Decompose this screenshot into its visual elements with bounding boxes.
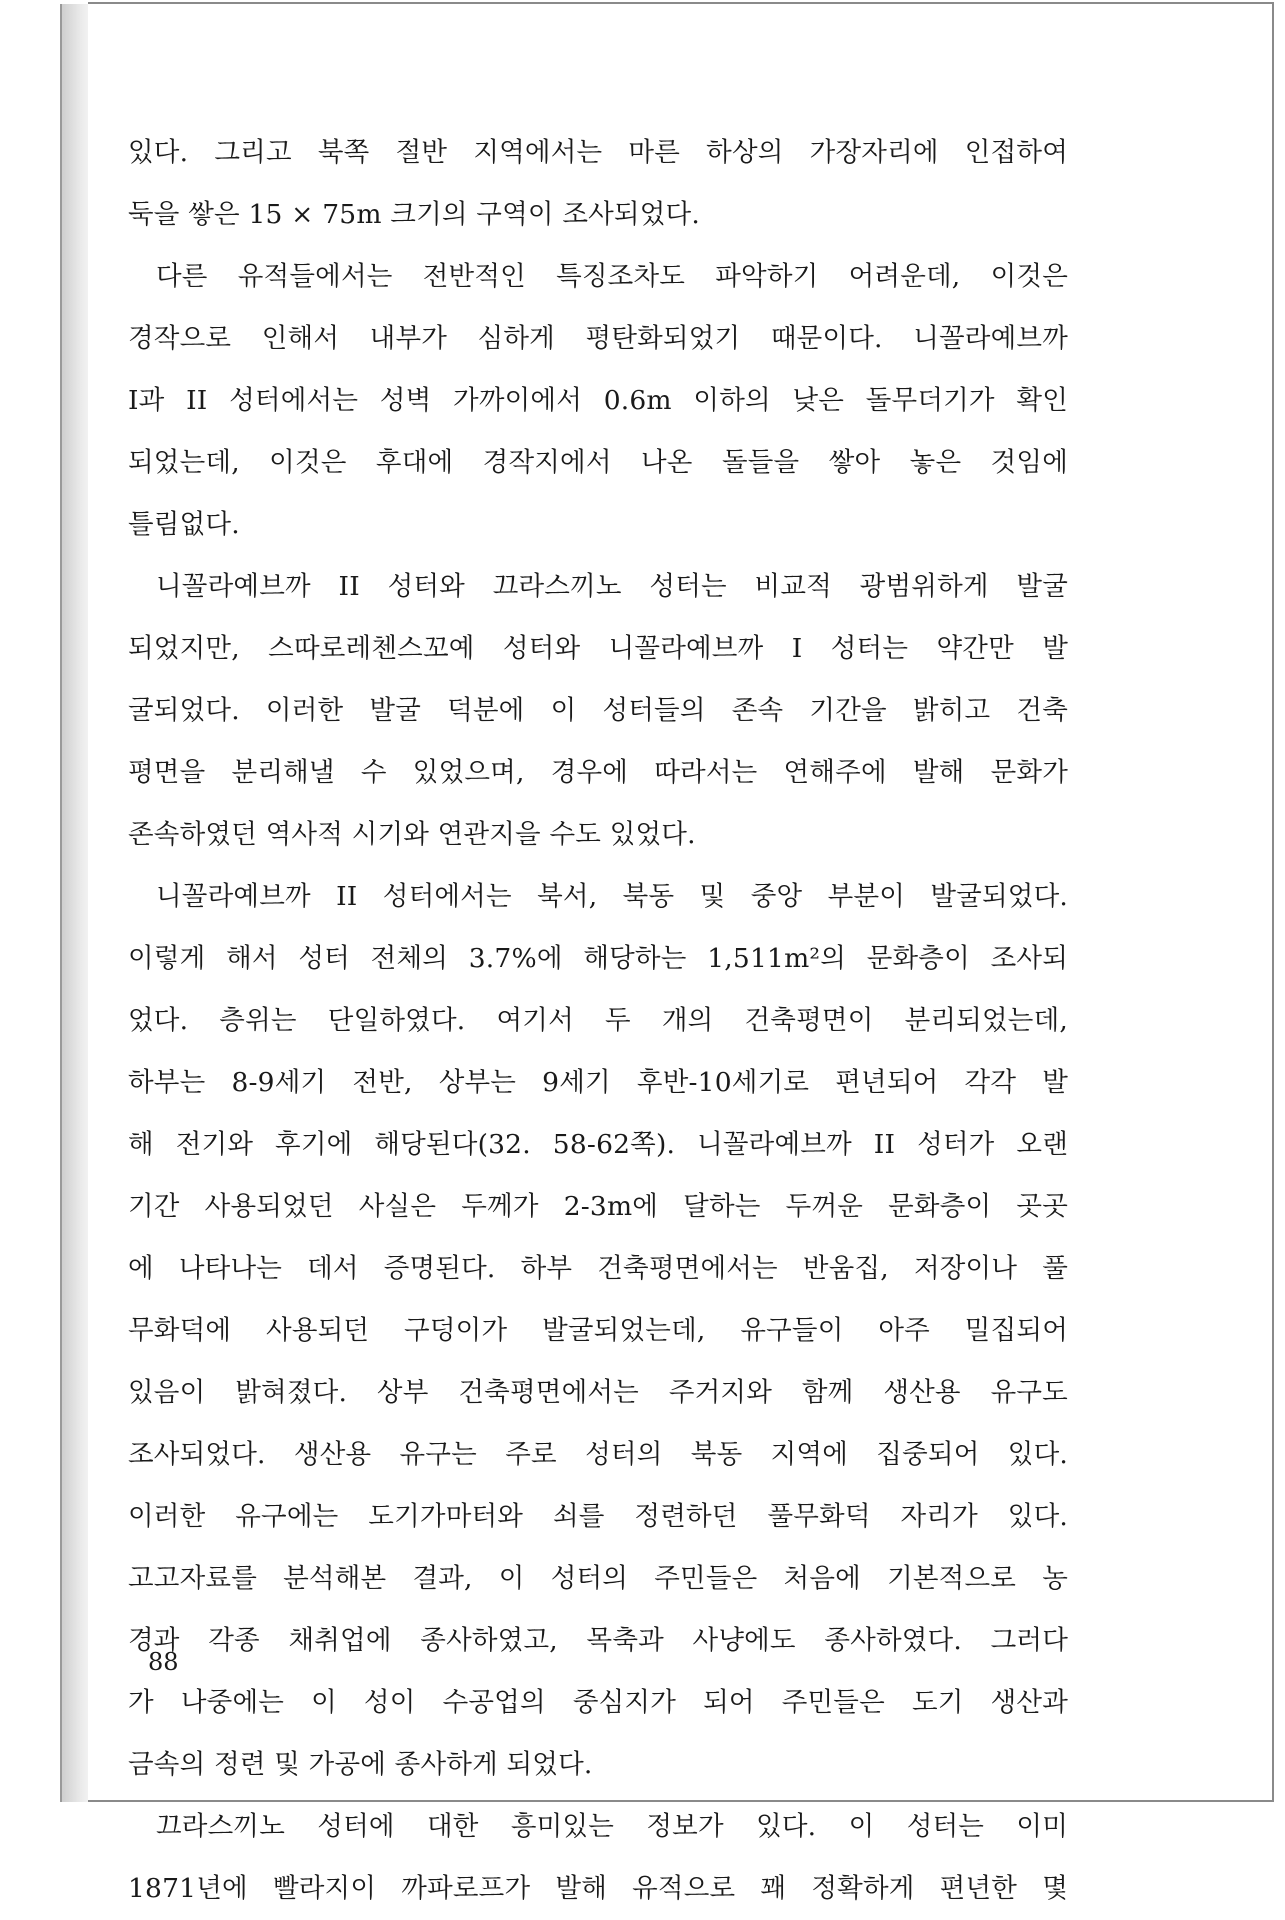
text-line: 해 전기와 후기에 해당된다(32. 58-62쪽). 니꼴라예브까 II 성터가 오랜 xyxy=(128,1129,1068,1160)
text-line: 경과 각종 채취업에 종사하였고, 목축과 사냥에도 종사하였다. 그러다 xyxy=(128,1625,1068,1656)
text-line: 경작으로 인해서 내부가 심하게 평탄화되었기 때문이다. 니꼴라예브까 xyxy=(128,323,1068,354)
text-line: 있다. 그리고 북쪽 절반 지역에서는 마른 하상의 가장자리에 인접하여 xyxy=(128,137,1068,168)
text-line: 굴되었다. 이러한 발굴 덕분에 이 성터들의 존속 기간을 밝히고 건축 xyxy=(128,695,1068,726)
text-line: 존속하였던 역사적 시기와 연관지을 수도 있었다. xyxy=(128,819,696,850)
text-line: 이렇게 해서 성터 전체의 3.7%에 해당하는 1,511m²의 문화층이 조사되 xyxy=(128,943,1068,974)
text-line: 금속의 정련 및 가공에 종사하게 되었다. xyxy=(128,1749,593,1780)
text-line: I과 II 성터에서는 성벽 가까이에서 0.6m 이하의 낮은 돌무더기가 확인 xyxy=(128,385,1068,416)
text-line: 되었는데, 이것은 후대에 경작지에서 나온 돌들을 쌓아 놓은 것임에 xyxy=(128,447,1068,478)
text-line: 둑을 쌓은 15 × 75m 크기의 구역이 조사되었다. xyxy=(128,199,700,230)
text-line: 하부는 8-9세기 전반, 상부는 9세기 후반-10세기로 편년되어 각각 발 xyxy=(128,1067,1068,1098)
body-text xyxy=(128,122,1068,1920)
text-line: 기간 사용되었던 사실은 두께가 2-3m에 달하는 두꺼운 문화층이 곳곳 xyxy=(128,1191,1068,1222)
text-line: 었다. 층위는 단일하였다. 여기서 두 개의 건축평면이 분리되었는데, xyxy=(128,1005,1068,1036)
text-line: 가 나중에는 이 성이 수공업의 중심지가 되어 주민들은 도기 생산과 xyxy=(128,1687,1068,1718)
text-line: 에 나타나는 데서 증명된다. 하부 건축평면에서는 반움집, 저장이나 풀 xyxy=(128,1253,1068,1284)
text-line: 무화덕에 사용되던 구덩이가 발굴되었는데, 유구들이 아주 밀집되어 xyxy=(128,1315,1068,1346)
text-line: 니꼴라예브까 II 성터와 끄라스끼노 성터는 비교적 광범위하게 발굴 xyxy=(156,571,1068,602)
text-line: 조사되었다. 생산용 유구는 주로 성터의 북동 지역에 집중되어 있다. xyxy=(128,1439,1068,1470)
text-line: 틀림없다. xyxy=(128,509,240,540)
text-line: 끄라스끼노 성터에 대한 흥미있는 정보가 있다. 이 성터는 이미 xyxy=(156,1811,1068,1842)
text-line: 다른 유적들에서는 전반적인 특징조차도 파악하기 어려운데, 이것은 xyxy=(156,261,1068,292)
text-line: 평면을 분리해낼 수 있었으며, 경우에 따라서는 연해주에 발해 문화가 xyxy=(128,757,1068,788)
text-line: 1871년에 빨라지이 까파로프가 발해 유적으로 꽤 정확하게 편년한 몇 xyxy=(128,1873,1068,1904)
page-number: 88 xyxy=(148,1648,179,1676)
text-line: 이러한 유구에는 도기가마터와 쇠를 정련하던 풀무화덕 자리가 있다. xyxy=(128,1501,1068,1532)
text-line: 고고자료를 분석해본 결과, 이 성터의 주민들은 처음에 기본적으로 농 xyxy=(128,1563,1068,1594)
text-line: 니꼴라예브까 II 성터에서는 북서, 북동 및 중앙 부분이 발굴되었다. xyxy=(156,881,1068,912)
text-line: 되었지만, 스따로레첸스꼬예 성터와 니꼴라예브까 I 성터는 약간만 발 xyxy=(128,633,1068,664)
text-line: 있음이 밝혀졌다. 상부 건축평면에서는 주거지와 함께 생산용 유구도 xyxy=(128,1377,1068,1408)
